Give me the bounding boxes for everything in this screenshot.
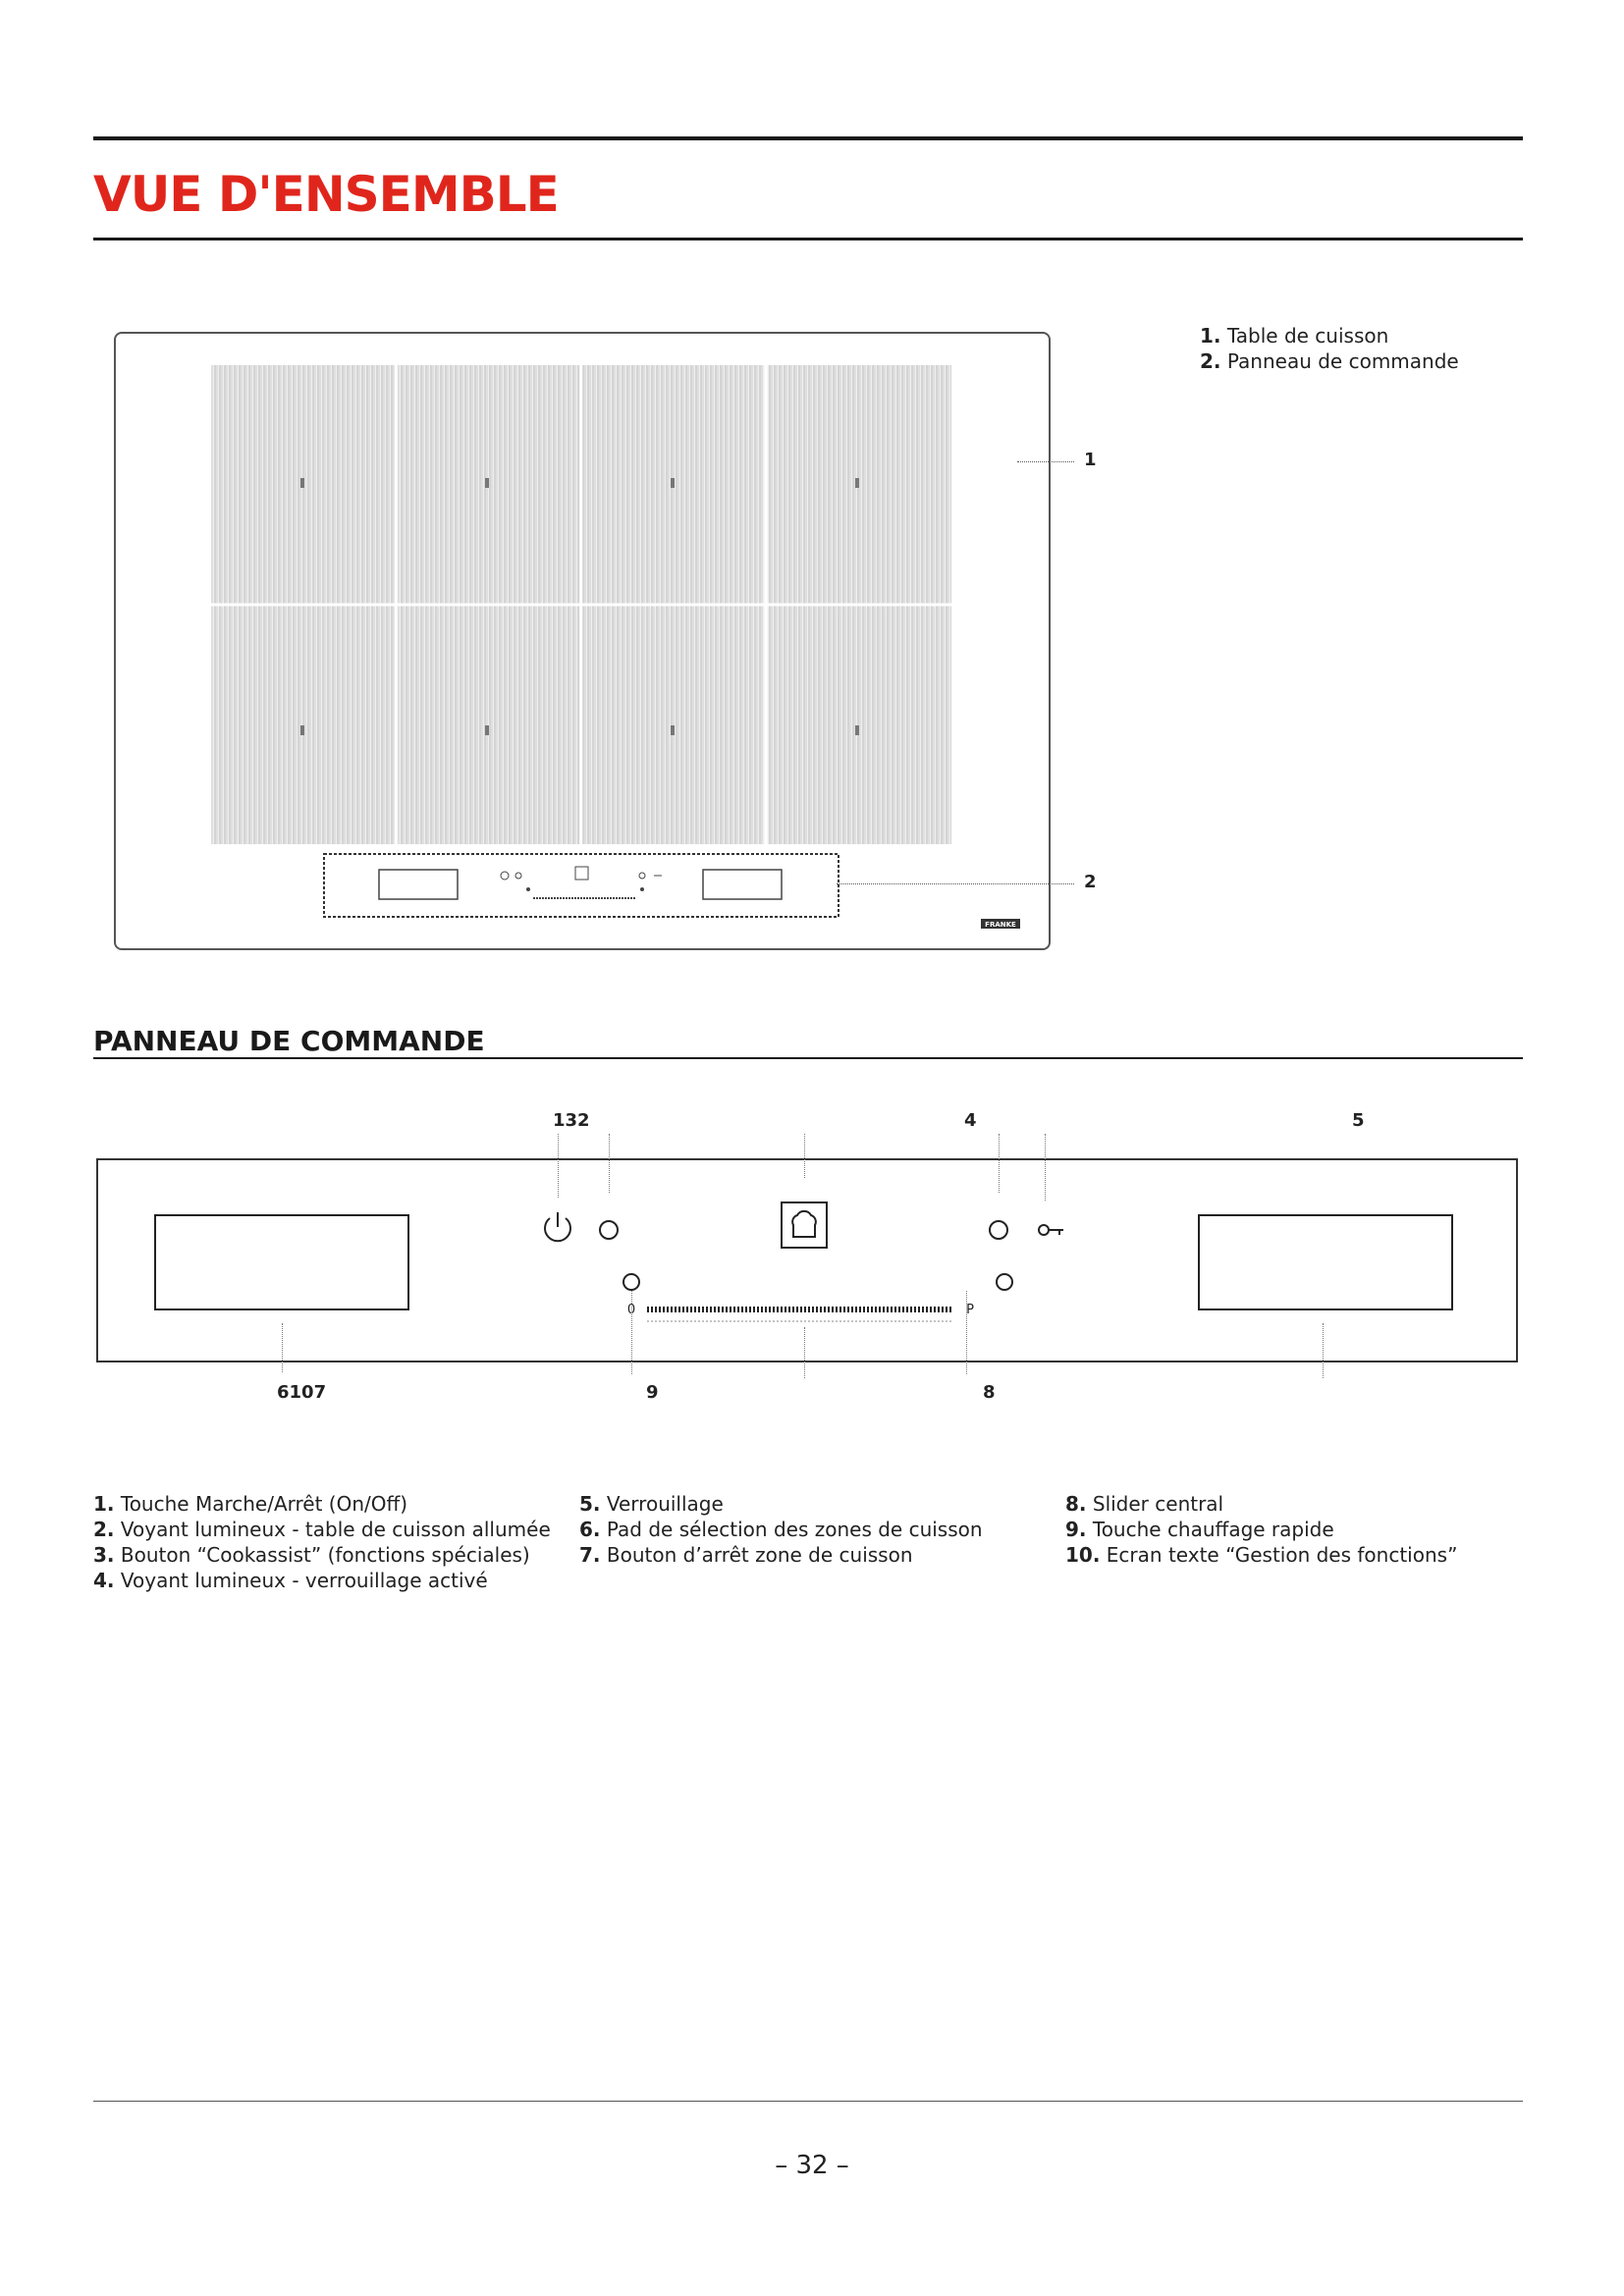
- leader-slider: [804, 1327, 805, 1378]
- key-lock-icon: [1039, 1225, 1063, 1235]
- legend-item: 9. Touche chauffage rapide: [1065, 1518, 1334, 1541]
- legend-item: 10. Ecran texte “Gestion des fonctions”: [1065, 1543, 1458, 1567]
- page-title: VUE D'ENSEMBLE: [93, 166, 559, 223]
- legend-item: 1. Table de cuisson: [1200, 324, 1389, 347]
- footer-rule: [93, 2101, 1523, 2102]
- mini-control-panel: [324, 854, 839, 917]
- power-icon: [545, 1212, 570, 1241]
- callout-8: 8: [983, 1382, 996, 1403]
- control-legend-col3: [1065, 1491, 1457, 1568]
- callout-4: 4: [964, 1110, 977, 1131]
- callout-5: 5: [1352, 1110, 1365, 1131]
- header-top-rule: [93, 136, 1523, 140]
- leader-display-right: [1323, 1323, 1324, 1378]
- callout-132: 132: [553, 1110, 590, 1131]
- leader-light: [609, 1134, 610, 1193]
- callout-2: 2: [1084, 872, 1097, 892]
- brand-badge-text: FRANKE: [985, 921, 1016, 929]
- callout-6107: 6107: [277, 1382, 327, 1403]
- leader-display-left: [282, 1323, 283, 1372]
- legend-item: 2. Voyant lumineux - table de cuisson allumée: [93, 1518, 551, 1541]
- slider-max-label: P: [966, 1303, 974, 1317]
- legend-item: 4. Voyant lumineux - verrouillage activé: [93, 1569, 488, 1592]
- indicator-light-on: [600, 1221, 618, 1239]
- section-heading: PANNEAU DE COMMANDE: [93, 1025, 485, 1057]
- legend-item: 8. Slider central: [1065, 1492, 1224, 1516]
- legend-item: 1. Touche Marche/Arrêt (On/Off): [93, 1492, 408, 1516]
- legend-item: 2. Panneau de commande: [1200, 349, 1459, 373]
- indicator-light-lock: [990, 1221, 1007, 1239]
- section-rule: [93, 1057, 1523, 1059]
- leader-zone-off: [966, 1291, 967, 1374]
- control-panel-diagram: [96, 1158, 1520, 1388]
- boost-button: [623, 1274, 639, 1290]
- overview-legend: [1200, 323, 1459, 374]
- display-left: [155, 1215, 408, 1309]
- zone-off-button: [997, 1274, 1012, 1290]
- cooktop-drawing: [116, 334, 1049, 948]
- leader-power: [558, 1134, 559, 1198]
- callout-9: 9: [646, 1382, 659, 1403]
- legend-item: 7. Bouton d’arrêt zone de cuisson: [579, 1543, 913, 1567]
- display-right: [1199, 1215, 1452, 1309]
- leader-lock: [1045, 1134, 1046, 1201]
- legend-item: 5. Verrouillage: [579, 1492, 724, 1516]
- legend-item: 3. Bouton “Cookassist” (fonctions spéciales): [93, 1543, 530, 1567]
- control-panel-drawing: [96, 1158, 1520, 1384]
- page-number: – 32 –: [775, 2151, 849, 2180]
- slider-min-label: 0: [626, 1303, 636, 1317]
- callout-leader-2: [837, 883, 1074, 884]
- leader-cookassist: [804, 1134, 805, 1178]
- cooktop-illustration: [114, 332, 1051, 950]
- header-bottom-rule: [93, 238, 1523, 240]
- cookassist-chef-hat-icon: [782, 1202, 827, 1248]
- leader-lock-light: [999, 1134, 1000, 1193]
- callout-1: 1: [1084, 450, 1097, 470]
- control-legend-col2: [579, 1491, 983, 1568]
- leader-boost: [631, 1291, 632, 1374]
- callout-leader-1: [1017, 461, 1074, 462]
- control-legend-col1: [93, 1491, 551, 1593]
- legend-item: 6. Pad de sélection des zones de cuisson: [579, 1518, 983, 1541]
